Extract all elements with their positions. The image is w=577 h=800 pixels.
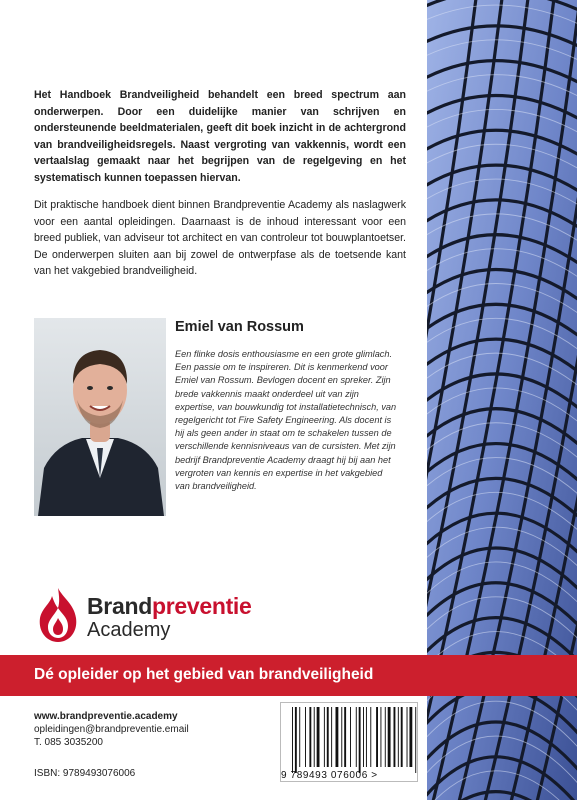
tagline-text: Dé opleider op het gebied van brandveiligheid: [34, 666, 374, 683]
author-bio: Een flinke dosis enthousiasme en een grote glimlach. Een passie om te inspireren. Dit is kenmerkend voor Emiel van Rossum. Bevlogen docent en spreker. Zijn brede vakkennis maakt onderdeel uit van zijn expertise, van bouwkundig tot installatietechnisch, van regelgericht tot Fire Safety Engineering. Als docent is hij als geen ander in staat om te schakelen tussen de verschillende kennisniveaus van de cursisten. Met zijn bedrijf Brandpreventie Academy draagt hij bij aan het vergroten van kennis en expertise in het vakgebied van brandveiligheid.: [175, 349, 397, 492]
logo-brand-name: [87, 593, 252, 620]
isbn-number: ISBN: 9789493076006: [34, 768, 136, 779]
logo-word-preventie: preventie: [151, 593, 252, 619]
email-link[interactable]: opleidingen@brandpreventie.email: [34, 724, 189, 735]
contact-block: [34, 710, 189, 749]
phone-number: T. 085 3035200: [34, 737, 103, 748]
author-name: Emiel van Rossum: [175, 319, 304, 335]
author-photo: [34, 318, 166, 516]
website-link[interactable]: www.brandpreventie.academy: [34, 711, 178, 722]
flame-logo-icon: [34, 586, 82, 644]
tagline-banner: [0, 655, 577, 696]
brandpreventie-logo: [34, 586, 252, 646]
intro-bold-paragraph: Het Handboek Brandveiligheid behandelt een breed spectrum aan onderwerpen. Door een duidelijke manier van schrijven en ondersteunende beeldmaterialen, geeft dit boek inzicht in de achtergrond van brandveiligheidsregels. Naast vergroting van vakkennis, wordt een vertaalslag gemaakt naar het begrijpen van de regelgeving en het systematisch kunnen toepassen hiervan.: [34, 89, 406, 184]
barcode-digits: 9 789493 076006 >: [281, 770, 378, 781]
intro-paragraph: Dit praktische handboek dient binnen Brandpreventie Academy als naslagwerk voor een aantal opleidingen. Daarnaast is de inhoud interessant voor een breed publiek, van adviseur tot architect en van controleur tot bouwplantoetser. De onderwerpen sluiten aan bij zowel de ontwerpfase als de toetsende kant van het vakgebied brandveiligheid.: [34, 199, 406, 278]
logo-word-brand: Brand: [87, 593, 152, 619]
logo-word-academy: Academy: [87, 619, 171, 641]
